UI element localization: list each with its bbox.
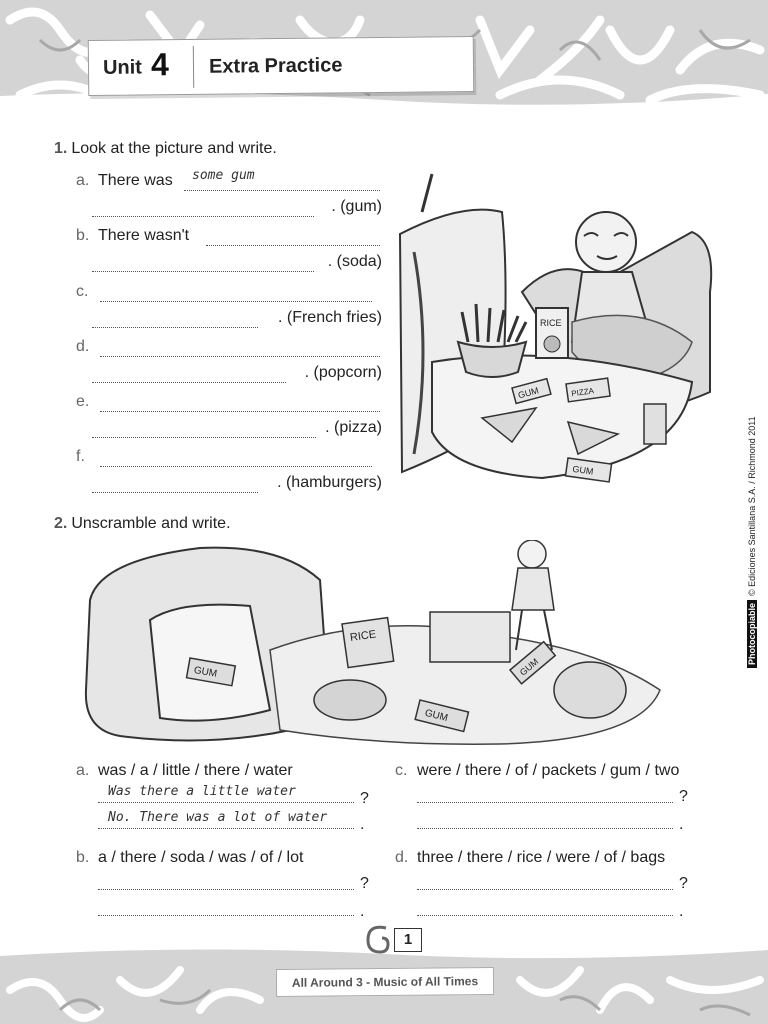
item-hint: . (popcorn) [304,364,382,381]
photocopiable-badge: Photocopiable [747,600,757,668]
scrambled-words: was / a / little / there / water [98,762,293,779]
copyright-text: © Ediciones Santillana S.A. / Richmond 2011 [747,416,757,596]
item-hint: . (French fries) [277,309,382,326]
french-fries-bowl [458,342,526,377]
cereal-box [644,404,666,444]
scrambled-words: were / there / of / packets / gum / two [417,762,680,779]
handwritten-answer: some gum [192,168,255,183]
punctuation-period: . [360,816,365,833]
gum-label: GUM [192,664,218,680]
illustration-girl-with-groceries [80,540,666,748]
exercise-2-title [54,515,231,533]
answer-line-1[interactable] [417,798,673,803]
book-title-footer: All Around 3 - Music of All Times [276,967,494,997]
answer-line-2[interactable] [92,212,314,217]
gum-label: GUM [423,707,449,725]
punctuation-question: ? [360,875,369,892]
exercise-1-title [54,140,277,158]
item-letter: c. [76,283,89,300]
answer-line-2[interactable] [92,433,316,438]
item-letter: c. [395,762,408,779]
tv-antenna [422,174,432,212]
unit-label: Unit [102,56,143,79]
girl-head [518,540,546,568]
exercise-2-item-a [76,762,376,842]
item-letter: a. [76,762,90,779]
exercise-1-instruction: Look at the picture and write. [71,140,277,157]
pizza [554,662,626,718]
exercise-2-item-d [395,849,695,929]
answer-line-1[interactable] [184,186,380,191]
item-hint: . (pizza) [325,419,382,436]
exercise-1-item-d [76,338,382,392]
exercise-1-item-f [76,448,382,502]
item-letter: d. [76,338,90,355]
answer-line-2[interactable] [92,378,286,383]
answer-line-2[interactable] [92,488,258,493]
gum-label: GUM [517,656,541,678]
page-title: Extra Practice [208,54,343,78]
item-letter: b. [76,227,90,244]
swirl-icon [362,922,396,956]
item-letter: b. [76,849,90,866]
soda-bottle [314,680,386,720]
item-hint: . (soda) [327,253,382,270]
cereal-box [430,612,510,662]
exercise-2-number: 2. [54,515,68,532]
item-hint: . (hamburgers) [277,474,382,491]
rice-bag-label: RICE [349,628,377,644]
item-hint: . (gum) [331,198,382,215]
exercise-1-item-b [76,227,382,281]
handwritten-answer: Was there a little water [108,784,296,799]
header-divider [193,46,194,88]
answer-line-2[interactable] [98,911,354,916]
scrambled-words: three / there / rice / were / of / bags [417,849,666,866]
scrambled-words: a / there / soda / was / of / lot [98,849,304,866]
side-copyright [746,402,758,668]
item-letter: d. [395,849,409,866]
punctuation-question: ? [679,875,688,892]
exercise-1-item-e [76,393,382,447]
unit-header-tag [88,36,475,96]
rice-box-label: RICE [540,318,562,328]
answer-line-1[interactable] [100,297,372,302]
girl-body [512,568,554,610]
punctuation-question: ? [360,790,369,807]
answer-line-2[interactable] [92,323,258,328]
boy-head [576,212,636,272]
answer-line-2[interactable] [417,824,673,829]
illustration-boy-with-snacks [392,172,716,498]
answer-line-2[interactable] [417,911,673,916]
item-lead-text: There wasn't [98,227,190,244]
pizza-box-label: PIZZA [570,386,595,399]
exercise-2-instruction: Unscramble and write. [71,515,231,532]
item-letter: e. [76,393,90,410]
answer-line-1[interactable] [206,241,380,246]
exercise-2-item-c [395,762,695,842]
punctuation-period: . [360,903,365,920]
exercise-1-number: 1. [54,140,68,157]
exercise-1-item-a [76,168,382,226]
item-letter: a. [76,172,90,189]
item-lead-text: There was [98,172,173,189]
rice-bag [342,618,394,668]
punctuation-period: . [679,816,684,833]
page-number: 1 [394,928,422,952]
answer-line-1[interactable] [98,885,354,890]
punctuation-period: . [679,903,684,920]
exercise-2-item-b [76,849,376,929]
item-letter: f. [76,448,85,465]
handwritten-answer: No. There was a lot of water [108,810,328,825]
answer-line-1[interactable] [417,885,673,890]
exercise-1-item-c [76,283,382,337]
gum-label: GUM [516,385,540,401]
unit-number: 4 [150,46,169,83]
gum-label: GUM [571,463,595,477]
answer-line-1[interactable] [100,407,380,412]
punctuation-question: ? [679,788,688,805]
answer-line-1[interactable] [100,462,372,467]
answer-line-2[interactable] [92,267,314,272]
answer-line-1[interactable] [100,352,380,357]
